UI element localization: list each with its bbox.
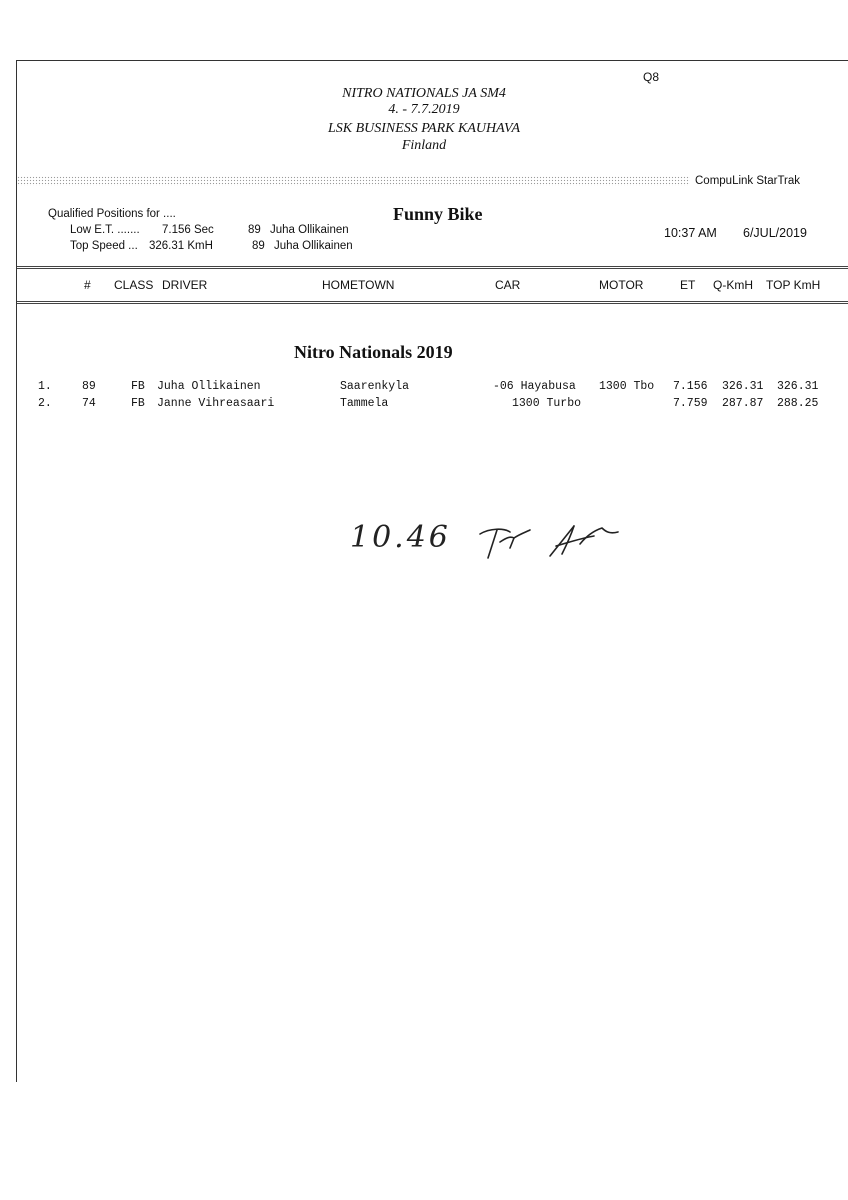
row-car: 1300 Turbo [512,397,582,410]
page-left-border [16,60,17,1082]
row-number: 89 [82,380,96,393]
row-position: 2. [38,397,52,410]
row-driver: Juha Ollikainen [157,380,261,393]
qualified-heading: Qualified Positions for .... [48,208,176,220]
header-rule-bottom-2 [17,303,848,304]
row-qkmh: 287.87 [722,397,764,410]
page-top-border [16,60,848,61]
header-rule-top-2 [17,268,848,269]
row-car: -06 Hayabusa [493,380,576,393]
row-class: FB [131,380,145,393]
row-qkmh: 326.31 [722,380,764,393]
handwritten-signature [470,516,630,566]
corner-code: Q8 [643,70,660,84]
table-row [0,397,848,413]
header-rule-bottom [17,301,848,302]
col-qkmh: Q-KmH [713,278,753,292]
col-class: CLASS [114,278,154,292]
row-driver: Janne Vihreasaari [157,397,275,410]
col-num: # [84,278,91,292]
row-number: 74 [82,397,96,410]
row-topkmh: 326.31 [777,380,819,393]
col-topkmh: TOP KmH [766,278,821,292]
row-motor: 1300 Tbo [599,380,655,393]
col-et: ET [680,278,696,292]
low-et-label: Low E.T. ....... [70,224,140,236]
row-hometown: Saarenkyla [340,380,410,393]
event-country: Finland [401,138,447,153]
row-topkmh: 288.25 [777,397,819,410]
top-speed-driver: Juha Ollikainen [274,240,353,252]
row-et: 7.759 [673,397,708,410]
class-title: Funny Bike [393,204,483,224]
event-dates: 4. - 7.7.2019 [388,102,460,117]
event-title: NITRO NATIONALS JA SM4 [342,86,506,101]
col-driver: DRIVER [162,278,208,292]
top-speed-value: 326.31 KmH [149,240,213,252]
top-speed-num: 89 [252,240,265,252]
top-speed-label: Top Speed ... [70,240,138,252]
row-et: 7.156 [673,380,708,393]
row-class: FB [131,397,145,410]
row-hometown: Tammela [340,397,389,410]
event-venue: LSK BUSINESS PARK KAUHAVA [327,121,521,136]
report-time: 10:37 AM [664,226,717,240]
table-row [0,380,848,396]
col-car: CAR [495,278,521,292]
section-title: Nitro Nationals 2019 [294,342,453,362]
handwritten-time: 10.46 [350,520,451,555]
col-motor: MOTOR [599,278,644,292]
header-rule-top [17,266,848,267]
col-hometown: HOMETOWN [322,278,395,292]
dotted-band [17,176,690,186]
low-et-num: 89 [248,224,261,236]
low-et-value: 7.156 Sec [162,224,214,236]
system-label: CompuLink StarTrak [695,175,801,187]
row-position: 1. [38,380,52,393]
report-date: 6/JUL/2019 [743,226,807,240]
low-et-driver: Juha Ollikainen [270,224,349,236]
